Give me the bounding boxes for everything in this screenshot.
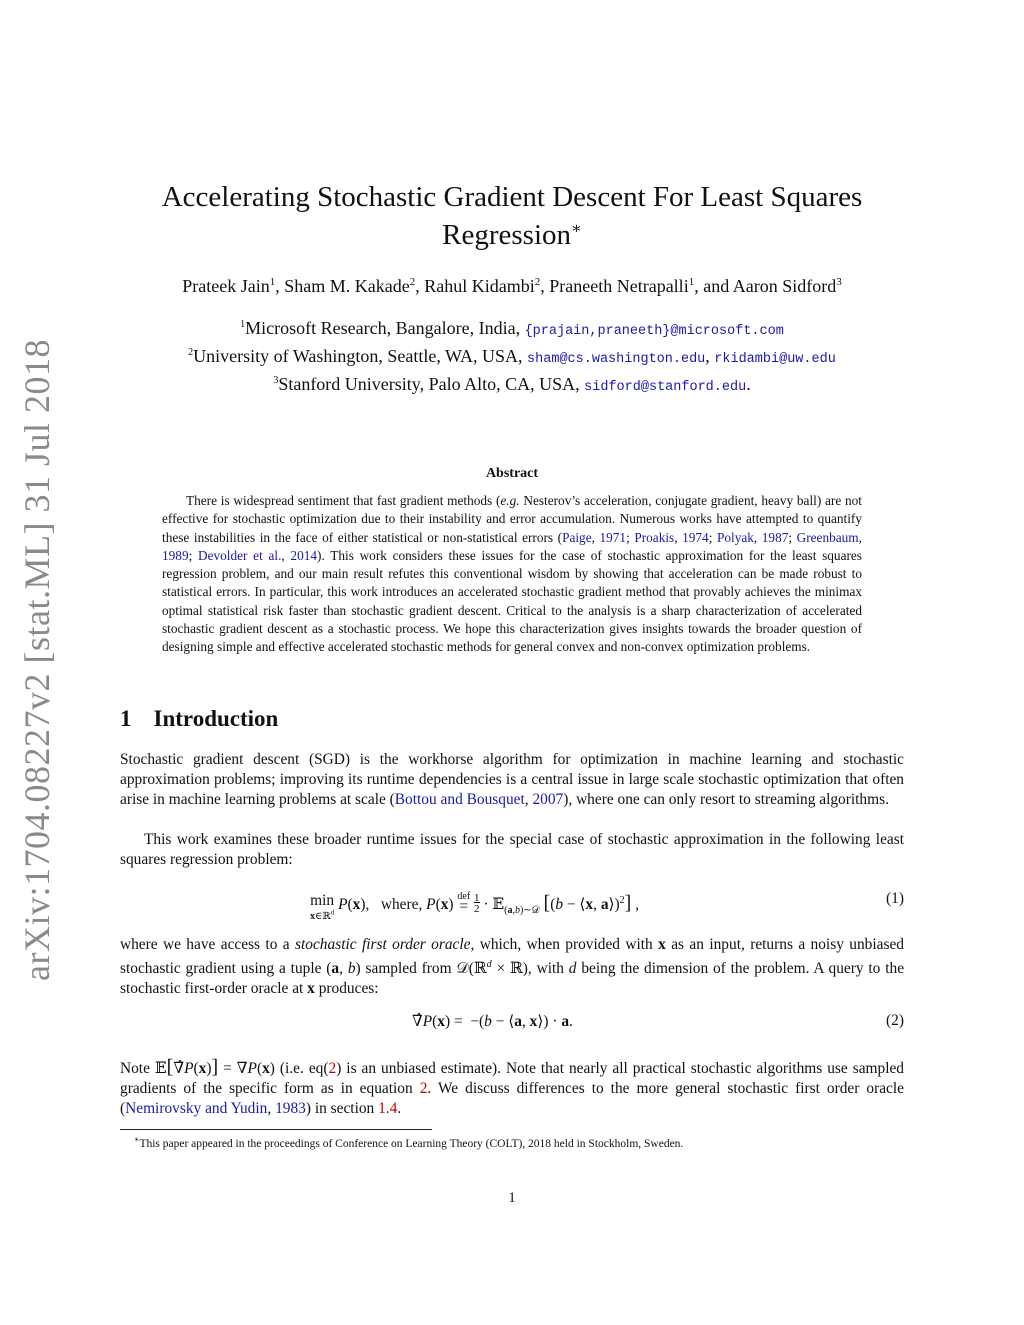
section-heading <box>120 706 278 732</box>
affiliation-2: $^2$University of Washington, Seattle, WA, USA, sham@cs.washington.edu, rkidambi@uw.edu <box>188 346 836 367</box>
equation-ref-link[interactable]: 2 <box>419 1080 428 1097</box>
intro-paragraph-1: Stochastic gradient descent (SGD) is the workhorse algorithm for optimization in machine learning and stochastic approximation problems; improving its runtime dependencies is a central issue in large scale stochastic optimization that often arise in machine learning problems at scale (Bottou and Bousquet, 2007), where one can only resort to streaming algorithms. <box>120 751 904 808</box>
paragraph-text: (i.e. eq( <box>274 1060 329 1077</box>
abstract-heading: Abstract <box>485 466 539 481</box>
author-affil-mark: 1 <box>269 276 276 288</box>
affil-text: Stanford University, Palo Alto, CA, USA, <box>278 374 580 394</box>
citation-link[interactable]: Paige <box>562 529 592 545</box>
author: Prateek Jain <box>182 276 270 296</box>
paragraph-text: Stochastic gradient descent (SGD) is the workhorse algorithm for optimization in machine learning and stochastic approximation problems; improving its runtime dependencies is a central issue in large scale stochastic optimization that often arise in machine learning problems at scale ( <box>120 751 904 808</box>
author-affil-mark: 3 <box>836 276 842 288</box>
footnote-mark: ∗ <box>134 1135 140 1144</box>
email-link[interactable]: rkidambi@uw.edu <box>714 352 836 367</box>
affil-text: Microsoft Research, Bangalore, India, <box>245 318 521 338</box>
affil-mark: 3 <box>273 375 279 386</box>
citation-link[interactable]: Proakis <box>634 529 675 545</box>
citation-link[interactable]: 1974 <box>682 529 709 545</box>
section-number: 1 <box>120 706 132 731</box>
paragraph-text: produces: <box>314 980 379 998</box>
paragraph-text: being the dimension of the problem. A query to the stochastic first-order oracle at <box>120 960 905 998</box>
affil-text: University of Washington, Seattle, WA, USA, <box>193 346 523 366</box>
paragraph-text: ) is an unbiased estimate). Note that nearly all practical stochastic algorithms use sampled gradients of the specific form as in equation <box>120 1060 905 1097</box>
title-footnote-mark[interactable]: ∗ <box>571 220 582 238</box>
equation-2-body: ∇̂P(x) = −(b − ⟨a, x⟩) · a. <box>412 1013 573 1030</box>
author-affil-mark: 1 <box>688 276 695 288</box>
email-link[interactable]: sidford@stanford.edu <box>584 380 747 395</box>
paragraph-text: . We discuss differences to the more general stochastic first order oracle ( <box>120 1080 904 1117</box>
citation-link[interactable]: 1983 <box>275 1100 306 1117</box>
arxiv-stamp-text: arXiv:1704.08227v2 [stat.ML] 31 Jul 2018 <box>17 339 57 981</box>
paragraph-text: ) in section <box>305 1100 379 1117</box>
affiliation-3 <box>120 372 904 400</box>
equation-1-tag: (1) <box>886 890 904 907</box>
abstract-text: Nesterov’s acceleration, conjugate gradient, heavy ball) are not effective for stochastic optimization due to their instability and error accumulation. Numerous works have attempted to quantify these instabilities in the face of either statistical or non-statistical errors ( <box>162 493 862 545</box>
citation-link[interactable]: 1989 <box>162 547 189 563</box>
author: Aaron Sidford <box>732 276 837 296</box>
paragraph-text: sampled from <box>360 960 457 978</box>
paragraph-text: Note <box>120 1060 155 1077</box>
author: Sham M. Kakade <box>284 276 410 296</box>
author-affil-mark: 2 <box>409 276 416 288</box>
footnote-rule <box>120 1129 432 1130</box>
citation-link[interactable]: 2007 <box>532 791 564 808</box>
emphasis-text: stochastic first order oracle <box>295 936 471 953</box>
equation-1 <box>120 886 904 922</box>
paper-title <box>120 178 904 254</box>
citation-link[interactable]: 1971 <box>599 529 627 545</box>
equation-1-body: min x∈ℝ$^d$ P(x), where, P(x) def = 1 2 · 𝔼$_{(a,b)\sim 𝒟}$ [(b − ⟨x, a⟩)$^2$] , <box>310 891 640 922</box>
affiliation-1 <box>120 316 904 344</box>
affil-mark: 2 <box>188 347 194 358</box>
paragraph-text: where we have access to a <box>120 936 296 953</box>
citation-link[interactable]: Devolder et al. <box>198 547 282 563</box>
citation-link[interactable]: 2014 <box>290 547 318 563</box>
equation-where: where, <box>380 896 423 913</box>
equation-ref-link[interactable]: 2 <box>328 1060 337 1077</box>
author-list: Prateek Jain$^1$, Sham M. Kakade$^2$, Rahul Kidambi$^2$, Praneeth Netrapalli$^1$, and Aaron Sidford$^3$ <box>182 276 842 296</box>
authors-and: and <box>703 276 730 296</box>
affil-end: . <box>746 374 751 394</box>
affil-mark: 1 <box>240 319 246 330</box>
footnote <box>134 1132 683 1152</box>
section-ref-link[interactable]: 1.4 <box>378 1100 398 1117</box>
intro-paragraph-2: This work examines these broader runtime issues for the special case of stochastic approximation in the following least squares regression problem: <box>120 831 904 868</box>
abstract-text: e.g. <box>500 493 520 508</box>
citation-link[interactable]: Nemirovsky and Yudin <box>125 1100 268 1117</box>
footnote-text: This paper appeared in the proceedings of Conference on Learning Theory (COLT), 2018 held in Stockholm, Sweden. <box>139 1137 684 1150</box>
equation-2-tag: (2) <box>886 1012 904 1029</box>
intro-paragraph-4: Note 𝔼[∇̂P(x)] = ∇P(x) (i.e. eq(2) is an unbiased estimate). Note that nearly all practical stochastic algorithms use sampled gradients of the specific form as in equation 2. We discuss differences to the more general stochastic first order oracle (Nemirovsky and Yudin, 1983) in section 1.4. <box>120 1056 905 1117</box>
author-affil-mark: 2 <box>534 276 541 288</box>
intro-paragraph-3: where we have access to a stochastic first order oracle, which, when provided with x as an input, returns a noisy unbiased stochastic gradient using a tuple (a, b) sampled from 𝒟(ℝ$^d$ × ℝ), with d being the dimension of the problem. A query to the stochastic first-order oracle at x produces: <box>120 936 905 998</box>
author: Praneeth Netrapalli <box>549 276 689 296</box>
paragraph-text: as an input, returns a noisy unbiased stochastic gradient using a tuple <box>120 936 904 978</box>
title-line-1: Accelerating Stochastic Gradient Descent For Least Squares <box>161 181 863 213</box>
paragraph-text: , which, when provided with <box>470 936 659 953</box>
paragraph-text: ), where one can only resort to streaming algorithms. <box>563 791 889 808</box>
page-number: 1 <box>508 1190 516 1206</box>
abstract-text: ). This work considers these issues for the case of stochastic approximation for the least squares regression problem, and our main result refutes this conventional wisdom by showing that acceleration can be made robust to statistical errors. In particular, this work introduces an accelerated stochastic gradient method that provably achieves the minimax optimal statistical risk faster than stochastic gradient descent. Critical to the analysis is a sharp characterization of accelerated stochastic gradient descent as a stochastic process. We hope this characterization gives insights towards the broader question of designing simple and effective accelerated stochastic methods for general convex and non-convex optimization problems. <box>162 547 862 655</box>
citation-link[interactable]: Greenbaum <box>796 529 859 545</box>
email-link[interactable]: sham@cs.washington.edu <box>527 352 706 367</box>
title-line-2: Regression <box>442 219 571 251</box>
email-link[interactable]: {prajain,praneeth}@microsoft.com <box>524 324 784 339</box>
affiliations <box>120 316 904 400</box>
abstract-body: There is widespread sentiment that fast gradient methods (e.g. Nesterov’s acceleration, conjugate gradient, heavy ball) are not effective for stochastic optimization due to their instability and error accumulation. Numerous works have attempted to quantify these instabilities in the face of either statistical or non-statistical errors (Paige, 1971; Proakis, 1974; Polyak, 1987; Greenbaum, 1989; Devolder et al., 2014). This work considers these issues for the case of stochastic approximation for the least squares regression problem, and our main result refutes this conventional wisdom by showing that acceleration can be made robust to statistical errors. In particular, this work introduces an accelerated stochastic gradient method that provably achieves the minimax optimal statistical risk faster than stochastic gradient descent. Critical to the analysis is a sharp characterization of accelerated stochastic gradient descent as a stochastic process. We hope this characterization gives insights towards the broader question of designing simple and effective accelerated stochastic methods for general convex and non-convex optimization problems. <box>162 493 862 655</box>
citation-link[interactable]: Polyak <box>716 529 754 545</box>
author: Rahul Kidambi <box>424 276 535 296</box>
section-title: Introduction <box>153 706 279 731</box>
paragraph-text: , with <box>527 960 569 978</box>
citation-link[interactable]: Bottou and Bousquet <box>394 791 525 808</box>
arxiv-stamp <box>12 339 62 981</box>
abstract-text: There is widespread sentiment that fast gradient methods ( <box>186 493 501 508</box>
equation-2 <box>120 1008 904 1036</box>
citation-link[interactable]: 1987 <box>761 529 789 545</box>
paragraph-text: . <box>397 1100 402 1117</box>
